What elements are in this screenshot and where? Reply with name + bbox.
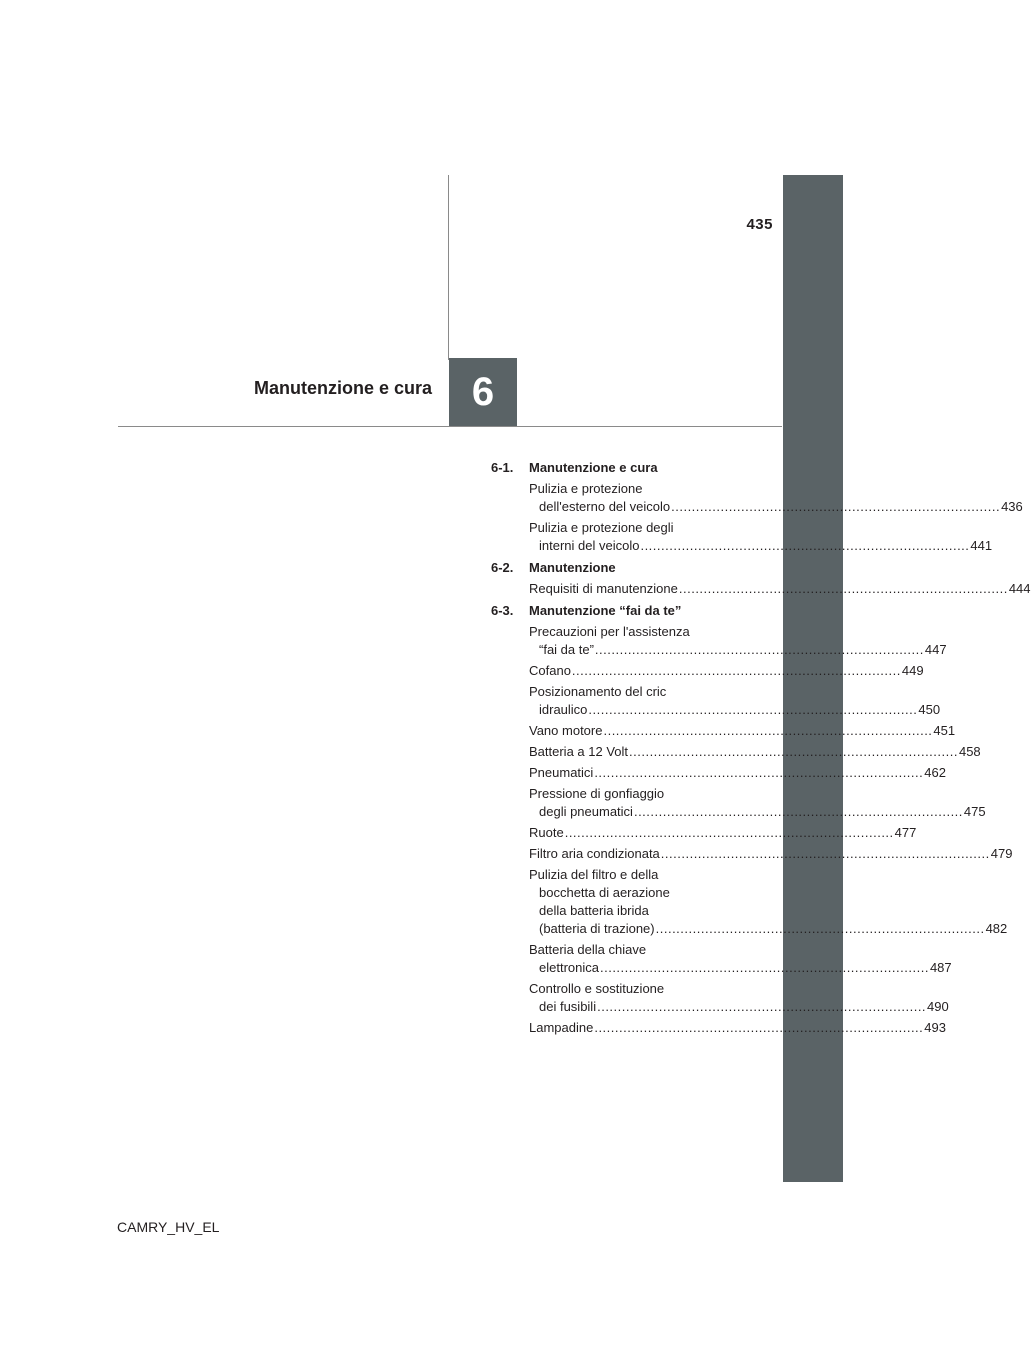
toc-entry[interactable] xyxy=(529,980,949,1016)
toc-entry-text: (batteria di trazione) xyxy=(539,921,655,936)
vertical-divider xyxy=(448,175,449,360)
toc-leader-dots: ................................................................................ xyxy=(599,960,929,975)
toc-entry-row xyxy=(529,498,1023,516)
toc-entry[interactable] xyxy=(529,722,956,740)
toc-section-heading xyxy=(491,602,741,620)
toc-entry-row xyxy=(529,537,993,555)
toc-entry-row xyxy=(529,701,941,719)
horizontal-divider xyxy=(118,426,782,427)
toc-leader-dots: ................................................................................ xyxy=(571,663,901,678)
toc-entry-text: Pulizia del filtro e della xyxy=(529,867,659,882)
toc-entry-row xyxy=(529,580,1031,598)
toc-entry-row xyxy=(529,845,1013,863)
toc-entry[interactable] xyxy=(529,480,1023,516)
document-code: CAMRY_HV_EL xyxy=(117,1219,220,1235)
toc-section xyxy=(491,459,1023,555)
toc-page-number: 477 xyxy=(894,825,917,840)
toc-page-number: 487 xyxy=(929,960,952,975)
toc-page-number: 458 xyxy=(958,744,981,759)
toc-page-number: 475 xyxy=(963,804,986,819)
toc-entry-text: Batteria a 12 Volt xyxy=(529,744,629,759)
toc-section-title: Manutenzione e cura xyxy=(529,460,658,475)
toc-section-title: Manutenzione “fai da te” xyxy=(529,603,682,618)
toc-entry[interactable] xyxy=(529,764,946,782)
toc-section-number: 6-1. xyxy=(491,460,514,475)
toc-page-number: 462 xyxy=(924,765,946,780)
toc-page-number: 451 xyxy=(933,723,956,738)
toc-leader-dots: ................................................................................ xyxy=(594,765,924,780)
toc-entry-row xyxy=(529,722,956,740)
toc-leader-dots: ................................................................................ xyxy=(629,744,958,759)
toc-page-number: 479 xyxy=(990,846,1013,861)
chapter-title: Manutenzione e cura xyxy=(253,378,432,398)
toc-entry[interactable] xyxy=(529,519,993,555)
toc-entry-text: Batteria della chiave xyxy=(529,942,647,957)
toc-entry-row xyxy=(529,920,1008,938)
toc-page-number: 444 xyxy=(1008,581,1031,596)
toc-entry-text: Lampadine xyxy=(529,1020,594,1035)
table-of-contents xyxy=(491,459,1031,1041)
toc-entry-row xyxy=(529,641,947,659)
toc-entry-text: Filtro aria condizionata xyxy=(529,846,660,861)
toc-entry[interactable] xyxy=(529,683,941,719)
toc-section-heading xyxy=(491,459,741,477)
toc-section xyxy=(491,602,1013,1037)
toc-page-number: 441 xyxy=(970,538,993,553)
toc-entry-text: Pulizia e protezione degli xyxy=(529,520,674,535)
toc-page-number: 436 xyxy=(1001,499,1023,514)
toc-section xyxy=(491,559,1031,598)
toc-leader-dots: ................................................................................ xyxy=(678,581,1008,596)
toc-entry[interactable] xyxy=(529,580,1031,598)
toc-leader-dots: ................................................................................ xyxy=(671,499,1001,514)
toc-entry-text: Pressione di gonfiaggio xyxy=(529,786,665,801)
toc-entry[interactable] xyxy=(529,743,981,761)
toc-entry-text: “fai da te” xyxy=(539,642,594,657)
toc-leader-dots: ................................................................................ xyxy=(588,702,918,717)
toc-page-number: 490 xyxy=(927,999,949,1014)
toc-entry-text: Controllo e sostituzione xyxy=(529,981,665,996)
toc-leader-dots: ................................................................................ xyxy=(594,1020,924,1035)
toc-page-number: 493 xyxy=(924,1020,946,1035)
toc-leader-dots: ................................................................................ xyxy=(660,846,990,861)
toc-section-title: Manutenzione xyxy=(529,560,616,575)
toc-entry[interactable] xyxy=(529,1019,946,1037)
toc-entry-row xyxy=(529,803,986,821)
toc-entry-row xyxy=(529,662,924,680)
toc-entry-text: dei fusibili xyxy=(539,999,597,1014)
toc-entry-text: Cofano xyxy=(529,663,571,678)
toc-entry-text: Requisiti di manutenzione xyxy=(529,581,678,596)
toc-leader-dots: ................................................................................ xyxy=(603,723,933,738)
toc-entry-text: Ruote xyxy=(529,825,564,840)
toc-entry-text: elettronica xyxy=(539,960,599,975)
toc-section-number: 6-3. xyxy=(491,603,514,618)
page-number: 435 xyxy=(746,216,773,233)
toc-entry-row xyxy=(529,764,946,782)
toc-section-heading xyxy=(491,559,741,577)
toc-entry-row xyxy=(529,824,917,842)
toc-entry-row xyxy=(529,1019,946,1037)
toc-leader-dots: ................................................................................ xyxy=(597,999,927,1014)
toc-entry[interactable] xyxy=(529,623,947,659)
toc-leader-dots: ................................................................................ xyxy=(594,642,924,657)
toc-entry-text: Precauzioni per l'assistenza xyxy=(529,624,690,639)
toc-page-number: 449 xyxy=(901,663,924,678)
toc-entry-text: Pulizia e protezione xyxy=(529,481,643,496)
toc-entry[interactable] xyxy=(529,845,1013,863)
toc-entry-text: Vano motore xyxy=(529,723,603,738)
toc-page-number: 447 xyxy=(924,642,947,657)
toc-leader-dots: ................................................................................ xyxy=(633,804,963,819)
toc-entry[interactable] xyxy=(529,866,1008,938)
toc-entry[interactable] xyxy=(529,785,986,821)
toc-entry-row xyxy=(529,959,952,977)
chapter-number-badge: 6 xyxy=(449,358,517,426)
toc-entry-text: degli pneumatici xyxy=(539,804,633,819)
toc-section-number: 6-2. xyxy=(491,560,514,575)
toc-entry-text: Pneumatici xyxy=(529,765,594,780)
toc-entry-text: idraulico xyxy=(539,702,588,717)
toc-entry-text: Posizionamento del cric xyxy=(529,684,667,699)
toc-page-number: 482 xyxy=(985,921,1008,936)
toc-entry[interactable] xyxy=(529,941,952,977)
toc-leader-dots: ................................................................................ xyxy=(564,825,894,840)
toc-leader-dots: ................................................................................ xyxy=(640,538,970,553)
toc-page-number: 450 xyxy=(918,702,941,717)
toc-entry-row xyxy=(529,743,981,761)
toc-entry-text: interni del veicolo xyxy=(539,538,640,553)
toc-entry-row xyxy=(529,998,949,1016)
toc-entry[interactable] xyxy=(529,824,917,842)
toc-entry-text: della batteria ibrida xyxy=(539,903,649,918)
toc-entry[interactable] xyxy=(529,662,924,680)
toc-entry-text: dell'esterno del veicolo xyxy=(539,499,671,514)
toc-leader-dots: ................................................................................ xyxy=(655,921,985,936)
toc-entry-text: bocchetta di aerazione xyxy=(539,885,670,900)
